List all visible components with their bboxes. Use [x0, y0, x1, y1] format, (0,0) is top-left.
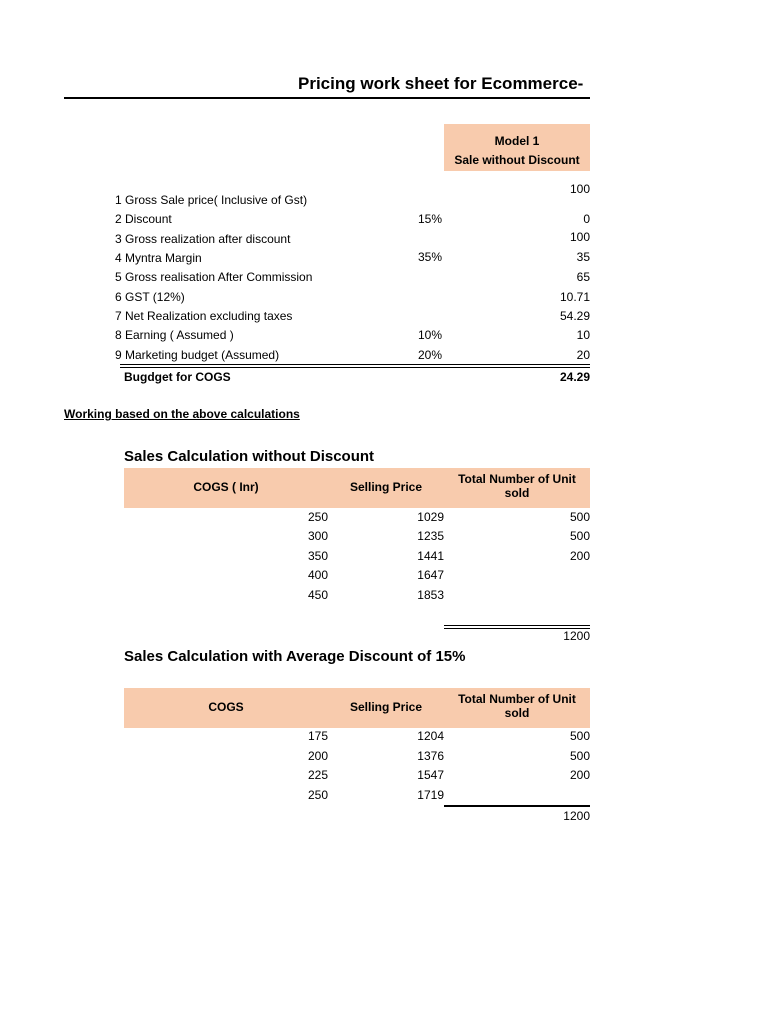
model-header: [444, 124, 590, 171]
table1-header-price: Selling Price: [349, 480, 423, 494]
item-value: 0: [583, 212, 590, 226]
table2-header-units: Total Number of Unit sold: [458, 692, 576, 720]
budget-label: Bugdget for COGS: [124, 370, 231, 384]
item-label: 3 Gross realization after discount: [115, 232, 291, 246]
table1-cogs: 400: [307, 568, 328, 582]
table2-cogs: 225: [307, 768, 328, 782]
item-value: 54.29: [559, 309, 590, 323]
table1-cogs: 250: [307, 510, 328, 524]
item-value: 100: [569, 230, 590, 244]
table2-cogs: 250: [307, 788, 328, 802]
item-value: 10: [576, 328, 590, 342]
table1-price: 1235: [417, 529, 444, 543]
table1-price: 1029: [417, 510, 444, 524]
item-label: 7 Net Realization excluding taxes: [115, 309, 293, 323]
budget-rule-bottom: [120, 367, 590, 368]
budget-rule-top: [120, 364, 590, 365]
item-pct: 20%: [417, 348, 442, 362]
table2-header-cogs: COGS: [208, 700, 244, 714]
title-underline: [64, 97, 590, 99]
table2-cogs: 175: [307, 729, 328, 743]
item-value: 65: [576, 270, 590, 284]
table1-price: 1441: [417, 549, 444, 563]
item-value: 20: [576, 348, 590, 362]
item-label: 5 Gross realisation After Commission: [115, 270, 313, 284]
table2-price: 1204: [417, 729, 444, 743]
table2-units: 500: [569, 729, 590, 743]
table2-units: 200: [569, 768, 590, 782]
table1-units: 200: [569, 549, 590, 563]
item-pct: 35%: [417, 250, 442, 264]
item-value: 100: [569, 182, 590, 196]
table2-price: 1376: [417, 749, 444, 763]
table1-units: 500: [569, 510, 590, 524]
item-pct: 10%: [417, 328, 442, 342]
table1-units: 500: [569, 529, 590, 543]
table1-total: 1200: [563, 629, 590, 643]
item-label: 1 Gross Sale price( Inclusive of Gst): [115, 193, 308, 207]
table1-title: Sales Calculation without Discount: [124, 448, 375, 465]
table1-cogs: 350: [307, 549, 328, 563]
item-label: 4 Myntra Margin: [115, 251, 202, 265]
table1-cogs: 450: [307, 588, 328, 602]
page-title: Pricing work sheet for Ecommerce-: [298, 74, 584, 93]
item-value: 35: [576, 250, 590, 264]
table2-units: 500: [569, 749, 590, 763]
model-sublabel: Sale without Discount: [454, 153, 580, 167]
budget-value: 24.29: [559, 370, 590, 384]
table2-price: 1547: [417, 768, 444, 782]
item-value: 10.71: [559, 290, 590, 304]
item-pct: 15%: [417, 212, 442, 226]
table2-total-rule: [444, 805, 590, 807]
item-label: 2 Discount: [115, 212, 172, 226]
table2-header-price: Selling Price: [349, 700, 423, 714]
table1-header-cogs: COGS ( Inr): [193, 480, 259, 494]
table2-cogs: 200: [307, 749, 328, 763]
table1-cogs: 300: [307, 529, 328, 543]
table1-price: 1853: [417, 588, 444, 602]
item-label: 9 Marketing budget (Assumed): [115, 348, 280, 362]
item-label: 6 GST (12%): [115, 290, 185, 304]
table2-total: 1200: [563, 809, 590, 823]
table1-total-rule-top: [444, 625, 590, 626]
table1-header: [124, 468, 590, 508]
table1-header-units: Total Number of Unit sold: [458, 472, 576, 500]
working-note: Working based on the above calculations: [64, 407, 300, 421]
table2-title: Sales Calculation with Average Discount of 15%: [124, 648, 466, 665]
table2-header: [124, 688, 590, 728]
table2-price: 1719: [417, 788, 444, 802]
table1-price: 1647: [417, 568, 444, 582]
model-label: Model 1: [494, 134, 540, 148]
item-label: 8 Earning ( Assumed ): [115, 328, 234, 342]
